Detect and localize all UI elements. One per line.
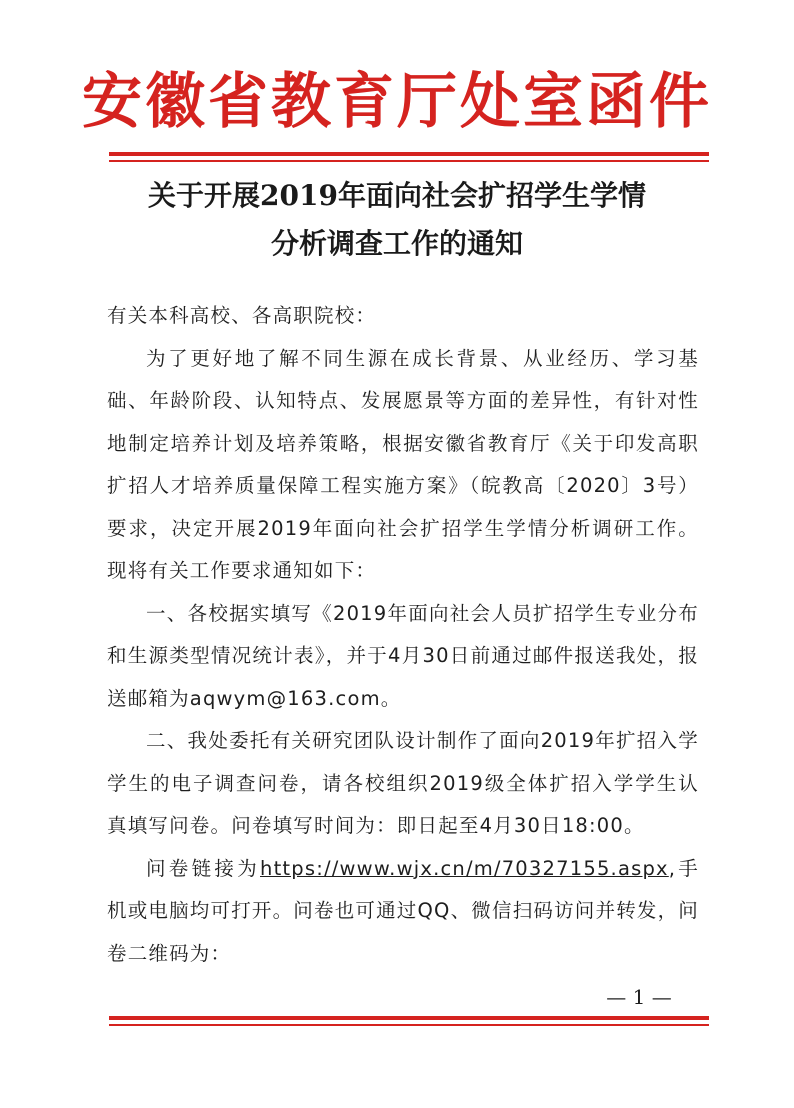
notice-title-line-2: 分析调查工作的通知 (270, 227, 523, 260)
page-number: — 1 — (606, 985, 672, 1009)
notice-body (107, 295, 699, 975)
letterhead-rule-thin (109, 160, 709, 162)
link-prefix: 问卷链接为 (146, 856, 261, 880)
notice-title-line-1: 关于开展2019年面向社会扩招学生学情 (148, 179, 646, 212)
paragraph-item-1: 一、各校据实填写《2019年面向社会人员扩招学生专业分布和生源类型情况统计表》，并于4月30日前通过邮件报送我处，报送邮箱为aqwym@163.com。 (107, 601, 699, 710)
notice-title (100, 172, 694, 268)
letterhead-rule-thick (109, 152, 709, 156)
paragraph-intro: 为了更好地了解不同生源在成长背景、从业经历、学习基础、年龄阶段、认知特点、发展愿景等方面的差异性，有针对性地制定培养计划及培养策略，根据安徽省教育厅《关于印发高职扩招人才培养质量保障工程实施方案》（皖教高〔2020〕3号）要求，决定开展2019年面向社会扩招学生学情分析调研工作。现将有关工作要求通知如下： (107, 346, 699, 582)
paragraph-link (107, 848, 699, 976)
footer-rule-thick (109, 1016, 709, 1020)
footer-rule-thin (109, 1024, 709, 1026)
salutation: 有关本科高校、各高职院校： (107, 304, 377, 327)
link-suffix: ,手机或电脑均可打开。问卷也可通过QQ、微信扫码访问并转发，问卷二维码为： (107, 856, 699, 965)
survey-link[interactable]: https://www.wjx.cn/m/70327155.aspx (260, 856, 669, 880)
letterhead-title: 安徽省教育厅处室函件 (82, 67, 712, 137)
paragraph-item-2: 二、我处委托有关研究团队设计制作了面向2019年扩招入学学生的电子调查问卷，请各校组织2019级全体扩招入学学生认真填写问卷。问卷填写时间为：即日起至4月30日18:00。 (107, 729, 699, 837)
